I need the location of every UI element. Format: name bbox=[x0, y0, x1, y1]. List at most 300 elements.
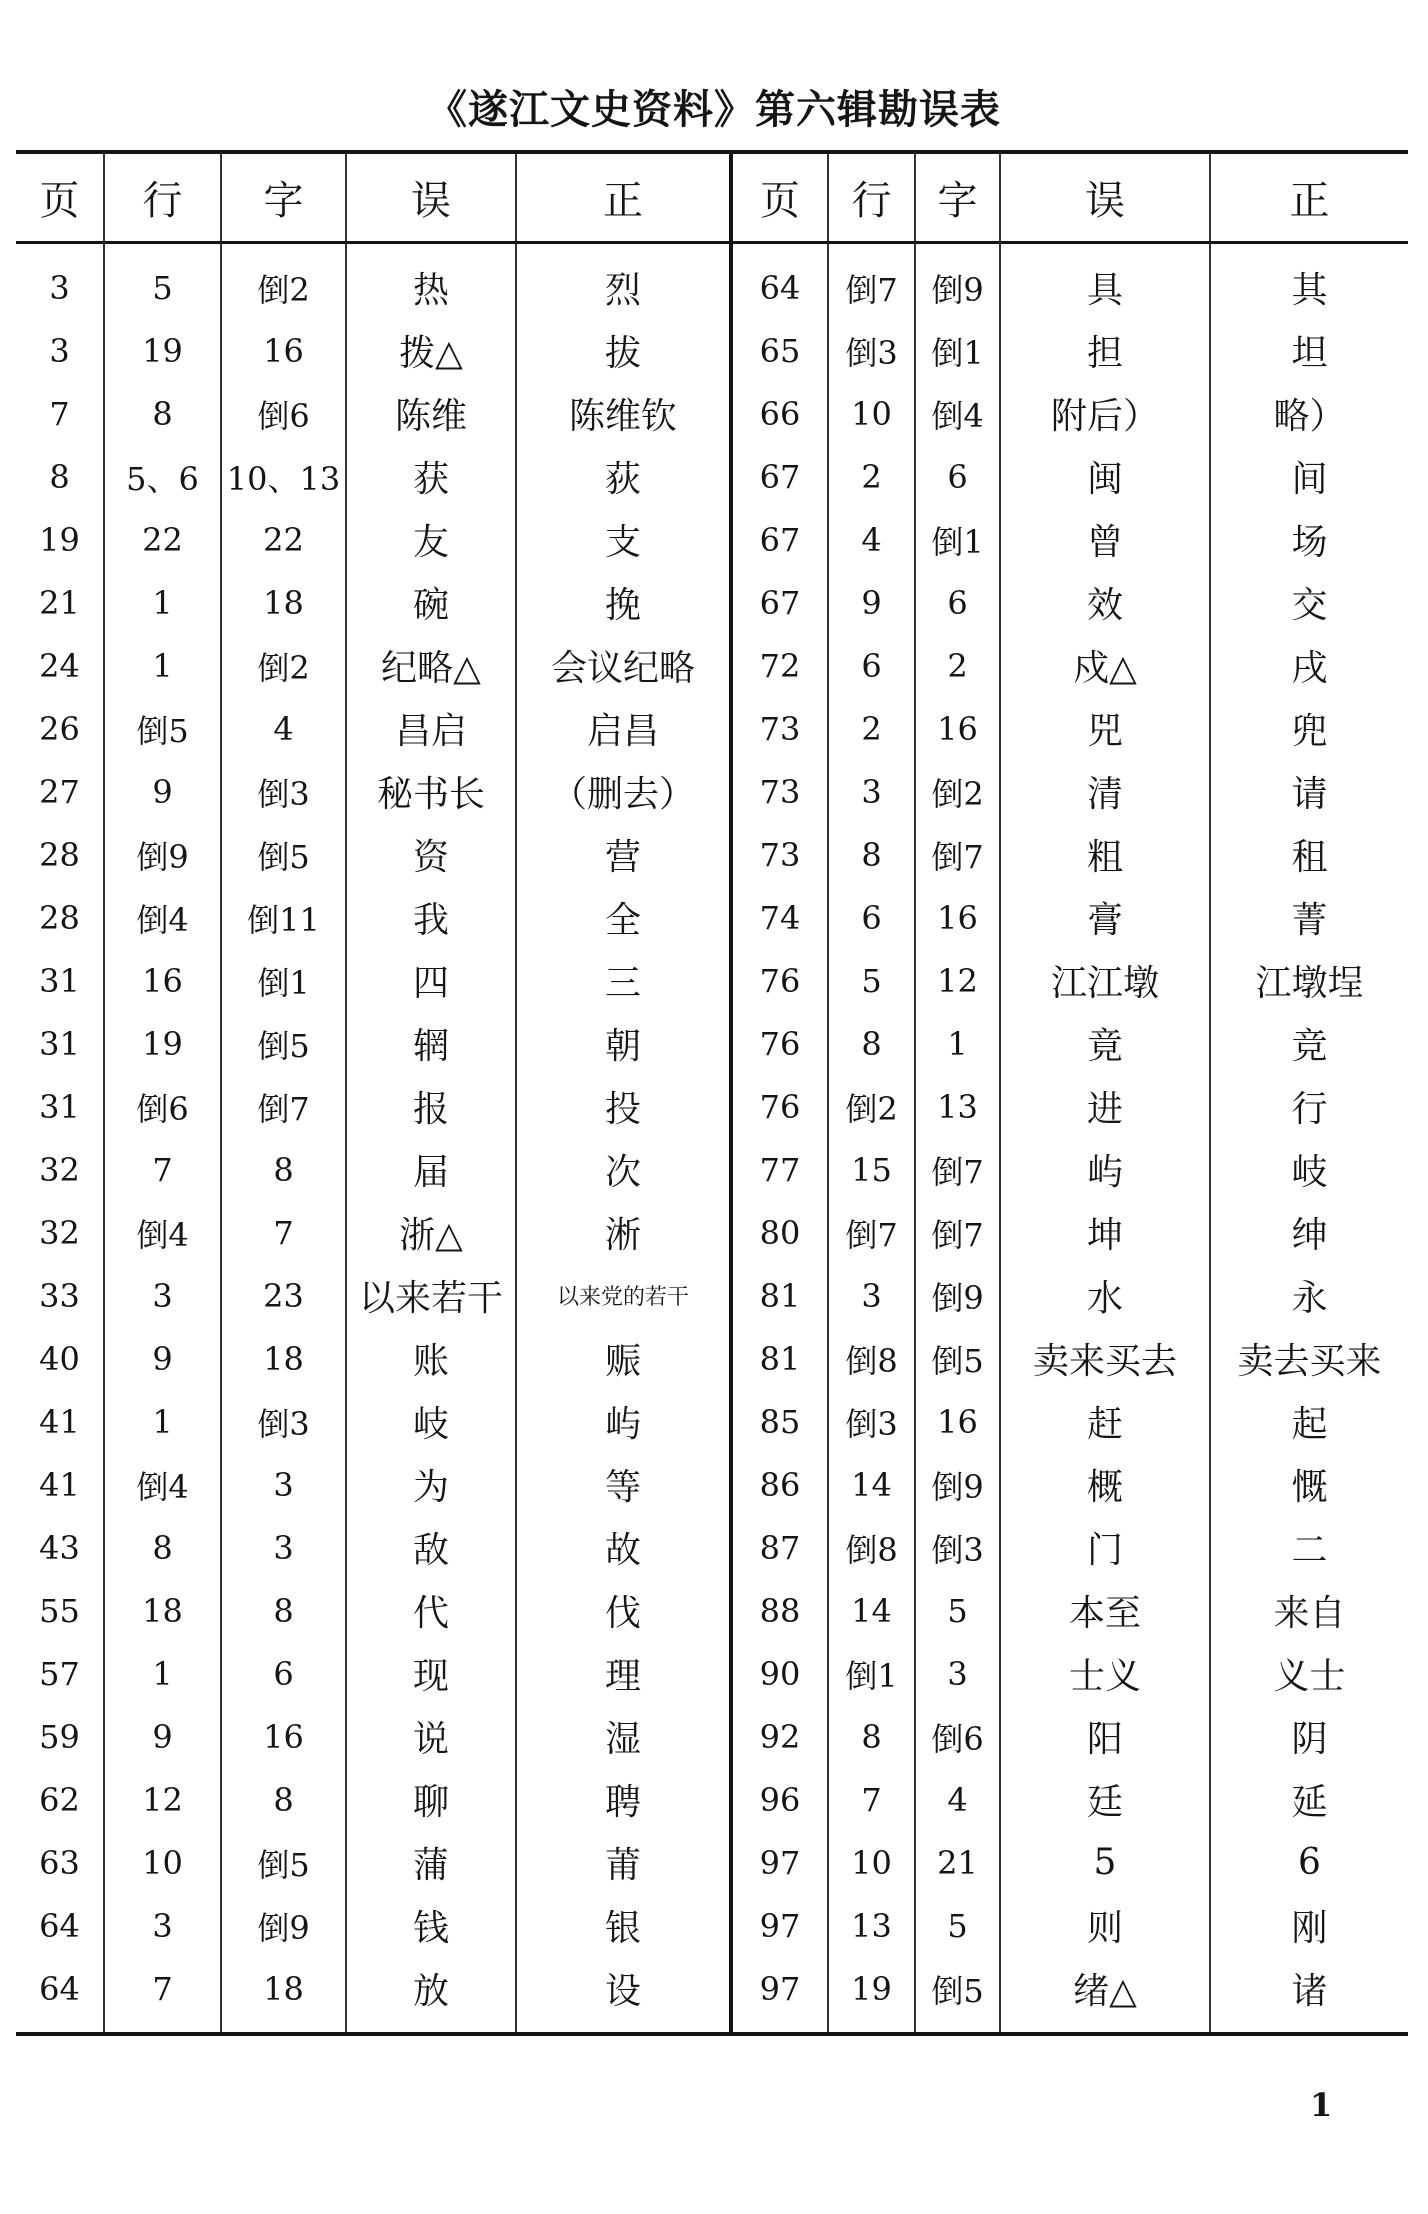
left-error-cell: 现 bbox=[346, 1642, 516, 1705]
right-char-cell: 倒1 bbox=[915, 319, 1000, 382]
right-page-cell: 77 bbox=[731, 1138, 828, 1201]
right-line-cell: 3 bbox=[828, 1264, 915, 1327]
left-line-cell: 5 bbox=[104, 256, 221, 319]
left-correct-cell: 会议纪略 bbox=[516, 634, 731, 697]
left-line-cell: 19 bbox=[104, 1012, 221, 1075]
left-line-cell: 倒4 bbox=[104, 1453, 221, 1516]
right-correct-cell: 卖去买来 bbox=[1210, 1327, 1408, 1390]
right-correct-cell: 义士 bbox=[1210, 1642, 1408, 1705]
right-page-cell: 67 bbox=[731, 508, 828, 571]
right-char-cell: 倒9 bbox=[915, 256, 1000, 319]
right-char-cell: 16 bbox=[915, 1390, 1000, 1453]
left-line-cell: 7 bbox=[104, 1138, 221, 1201]
table-row bbox=[16, 760, 1408, 823]
right-char-cell: 5 bbox=[915, 1894, 1000, 1957]
left-char-cell: 3 bbox=[221, 1453, 346, 1516]
right-page-cell: 87 bbox=[731, 1516, 828, 1579]
left-line-cell: 9 bbox=[104, 1327, 221, 1390]
right-page-cell: 81 bbox=[731, 1264, 828, 1327]
header-correct-left: 正 bbox=[516, 152, 731, 243]
table-row bbox=[16, 634, 1408, 697]
left-correct-cell: 屿 bbox=[516, 1390, 731, 1453]
left-page-cell: 28 bbox=[39, 898, 80, 937]
page-title: 《遂江文史资料》第六辑勘误表 bbox=[427, 87, 1001, 133]
left-line-cell: 9 bbox=[104, 760, 221, 823]
left-page-cell: 63 bbox=[39, 1843, 80, 1882]
right-error-cell: 士义 bbox=[1000, 1642, 1210, 1705]
right-correct-cell: 兜 bbox=[1210, 697, 1408, 760]
left-page-cell: 40 bbox=[39, 1339, 80, 1378]
left-correct-cell: 故 bbox=[516, 1516, 731, 1579]
right-char-cell: 6 bbox=[915, 445, 1000, 508]
left-error-cell: 昌启 bbox=[346, 697, 516, 760]
left-error-cell: 岐 bbox=[346, 1390, 516, 1453]
left-correct-cell: 伐 bbox=[516, 1579, 731, 1642]
table-row bbox=[16, 1894, 1408, 1957]
left-error-cell: 我 bbox=[346, 886, 516, 949]
left-line-cell: 7 bbox=[104, 1957, 221, 2020]
right-correct-cell: 6 bbox=[1210, 1831, 1408, 1894]
right-page-cell: 86 bbox=[731, 1453, 828, 1516]
left-line-cell: 8 bbox=[104, 1516, 221, 1579]
right-line-cell: 8 bbox=[828, 823, 915, 886]
left-line-cell: 22 bbox=[104, 508, 221, 571]
left-page-cell: 41 bbox=[39, 1465, 80, 1504]
page-number: 1 bbox=[1310, 2086, 1333, 2124]
right-page-cell: 76 bbox=[731, 1075, 828, 1138]
right-char-cell: 倒1 bbox=[915, 508, 1000, 571]
table-row bbox=[16, 1390, 1408, 1453]
table-row bbox=[16, 1957, 1408, 2020]
right-error-cell: 江江墩 bbox=[1000, 949, 1210, 1012]
right-correct-cell: 戌 bbox=[1210, 634, 1408, 697]
right-error-cell: 绪△ bbox=[1000, 1957, 1210, 2020]
right-page-cell: 97 bbox=[731, 1894, 828, 1957]
right-page-cell: 97 bbox=[731, 1831, 828, 1894]
right-error-cell: 曾 bbox=[1000, 508, 1210, 571]
right-line-cell: 15 bbox=[828, 1138, 915, 1201]
right-char-cell: 16 bbox=[915, 697, 1000, 760]
right-error-cell: 闽 bbox=[1000, 445, 1210, 508]
right-error-cell: 担 bbox=[1000, 319, 1210, 382]
right-correct-cell: 延 bbox=[1210, 1768, 1408, 1831]
right-char-cell: 3 bbox=[915, 1642, 1000, 1705]
left-char-cell: 6 bbox=[221, 1642, 346, 1705]
left-error-cell: 陈维 bbox=[346, 382, 516, 445]
header-error-left: 误 bbox=[346, 152, 516, 243]
left-error-cell: 账 bbox=[346, 1327, 516, 1390]
right-page-cell: 97 bbox=[731, 1957, 828, 2020]
right-char-cell: 倒9 bbox=[915, 1264, 1000, 1327]
right-page-cell: 74 bbox=[731, 886, 828, 949]
table-row bbox=[16, 256, 1408, 319]
left-page-cell: 59 bbox=[39, 1717, 80, 1756]
left-page-cell: 7 bbox=[49, 394, 70, 433]
left-char-cell: 18 bbox=[221, 1957, 346, 2020]
right-correct-cell: 交 bbox=[1210, 571, 1408, 634]
right-line-cell: 19 bbox=[828, 1957, 915, 2020]
right-line-cell: 13 bbox=[828, 1894, 915, 1957]
right-correct-cell: 慨 bbox=[1210, 1453, 1408, 1516]
table-row bbox=[16, 1516, 1408, 1579]
right-line-cell: 倒8 bbox=[828, 1516, 915, 1579]
table-row bbox=[16, 1768, 1408, 1831]
left-correct-cell: 朝 bbox=[516, 1012, 731, 1075]
right-error-cell: 屿 bbox=[1000, 1138, 1210, 1201]
right-correct-cell: 永 bbox=[1210, 1264, 1408, 1327]
right-page-cell: 73 bbox=[731, 697, 828, 760]
left-correct-cell: 拔 bbox=[516, 319, 731, 382]
left-error-cell: 为 bbox=[346, 1453, 516, 1516]
left-line-cell: 倒9 bbox=[104, 823, 221, 886]
left-correct-cell: 挽 bbox=[516, 571, 731, 634]
right-page-cell: 67 bbox=[731, 445, 828, 508]
left-page-cell: 62 bbox=[39, 1780, 80, 1819]
left-correct-cell: （删去） bbox=[516, 760, 731, 823]
right-correct-cell: 竞 bbox=[1210, 1012, 1408, 1075]
left-char-cell: 22 bbox=[221, 508, 346, 571]
right-line-cell: 6 bbox=[828, 886, 915, 949]
left-error-cell: 浙△ bbox=[346, 1201, 516, 1264]
left-page-cell: 28 bbox=[39, 835, 80, 874]
right-char-cell: 4 bbox=[915, 1768, 1000, 1831]
right-line-cell: 2 bbox=[828, 697, 915, 760]
left-char-cell: 8 bbox=[221, 1579, 346, 1642]
left-correct-cell: 莆 bbox=[516, 1831, 731, 1894]
table-row bbox=[16, 823, 1408, 886]
left-char-cell: 16 bbox=[221, 1705, 346, 1768]
left-correct-cell: 支 bbox=[516, 508, 731, 571]
left-char-cell: 18 bbox=[221, 571, 346, 634]
right-char-cell: 倒7 bbox=[915, 1201, 1000, 1264]
right-correct-cell: 刚 bbox=[1210, 1894, 1408, 1957]
right-correct-cell: 坦 bbox=[1210, 319, 1408, 382]
left-char-cell: 倒6 bbox=[221, 382, 346, 445]
left-line-cell: 18 bbox=[104, 1579, 221, 1642]
right-char-cell: 倒5 bbox=[915, 1327, 1000, 1390]
left-correct-cell: 设 bbox=[516, 1957, 731, 2020]
right-error-cell: 竟 bbox=[1000, 1012, 1210, 1075]
right-error-cell: 清 bbox=[1000, 760, 1210, 823]
right-line-cell: 倒8 bbox=[828, 1327, 915, 1390]
right-error-cell: 戍△ bbox=[1000, 634, 1210, 697]
left-page-cell: 26 bbox=[39, 709, 80, 748]
right-char-cell: 5 bbox=[915, 1579, 1000, 1642]
left-char-cell: 23 bbox=[221, 1264, 346, 1327]
left-correct-cell: 理 bbox=[516, 1642, 731, 1705]
left-char-cell: 倒5 bbox=[221, 823, 346, 886]
right-error-cell: 廷 bbox=[1000, 1768, 1210, 1831]
right-page-cell: 67 bbox=[731, 571, 828, 634]
right-char-cell: 倒5 bbox=[915, 1957, 1000, 2020]
right-line-cell: 3 bbox=[828, 760, 915, 823]
right-correct-cell: 租 bbox=[1210, 823, 1408, 886]
left-page-cell: 55 bbox=[39, 1591, 80, 1630]
right-error-cell: 赶 bbox=[1000, 1390, 1210, 1453]
table-row bbox=[16, 949, 1408, 1012]
right-char-cell: 倒7 bbox=[915, 823, 1000, 886]
header-error-right: 误 bbox=[1000, 152, 1210, 243]
left-page-cell: 32 bbox=[39, 1213, 80, 1252]
header-correct-right: 正 bbox=[1210, 152, 1408, 243]
left-error-cell: 秘书长 bbox=[346, 760, 516, 823]
left-correct-cell: 全 bbox=[516, 886, 731, 949]
right-line-cell: 14 bbox=[828, 1579, 915, 1642]
table-row bbox=[16, 1327, 1408, 1390]
right-error-cell: 兕 bbox=[1000, 697, 1210, 760]
left-line-cell: 1 bbox=[104, 1390, 221, 1453]
right-page-cell: 76 bbox=[731, 949, 828, 1012]
table-row bbox=[16, 1075, 1408, 1138]
right-page-cell: 64 bbox=[731, 256, 828, 319]
left-page-cell: 43 bbox=[39, 1528, 80, 1567]
table-row bbox=[16, 1453, 1408, 1516]
right-correct-cell: 行 bbox=[1210, 1075, 1408, 1138]
left-correct-cell: 淅 bbox=[516, 1201, 731, 1264]
left-error-cell: 资 bbox=[346, 823, 516, 886]
left-char-cell: 10、13 bbox=[221, 445, 346, 508]
left-correct-cell: 荻 bbox=[516, 445, 731, 508]
left-page-cell: 41 bbox=[39, 1402, 80, 1441]
right-line-cell: 倒3 bbox=[828, 1390, 915, 1453]
right-correct-cell: 起 bbox=[1210, 1390, 1408, 1453]
left-page-cell: 27 bbox=[39, 772, 80, 811]
right-line-cell: 8 bbox=[828, 1012, 915, 1075]
left-correct-cell: 赈 bbox=[516, 1327, 731, 1390]
right-line-cell: 6 bbox=[828, 634, 915, 697]
right-correct-cell: 岐 bbox=[1210, 1138, 1408, 1201]
left-char-cell: 倒2 bbox=[221, 256, 346, 319]
right-char-cell: 倒9 bbox=[915, 1453, 1000, 1516]
left-line-cell: 16 bbox=[104, 949, 221, 1012]
left-page-cell: 31 bbox=[39, 1024, 80, 1063]
right-line-cell: 2 bbox=[828, 445, 915, 508]
right-correct-cell: 略） bbox=[1210, 382, 1408, 445]
right-correct-cell: 请 bbox=[1210, 760, 1408, 823]
left-page-cell: 3 bbox=[49, 331, 70, 370]
left-page-cell: 33 bbox=[39, 1276, 80, 1315]
left-correct-cell: 聘 bbox=[516, 1768, 731, 1831]
right-correct-cell: 场 bbox=[1210, 508, 1408, 571]
left-char-cell: 18 bbox=[221, 1327, 346, 1390]
right-line-cell: 倒7 bbox=[828, 256, 915, 319]
left-error-cell: 届 bbox=[346, 1138, 516, 1201]
left-page-cell: 24 bbox=[39, 646, 80, 685]
left-error-cell: 蒲 bbox=[346, 1831, 516, 1894]
header-line-right: 行 bbox=[828, 152, 915, 243]
left-line-cell: 9 bbox=[104, 1705, 221, 1768]
right-error-cell: 本至 bbox=[1000, 1579, 1210, 1642]
right-error-cell: 膏 bbox=[1000, 886, 1210, 949]
right-page-cell: 96 bbox=[731, 1768, 828, 1831]
right-line-cell: 8 bbox=[828, 1705, 915, 1768]
right-page-cell: 85 bbox=[731, 1390, 828, 1453]
right-page-cell: 90 bbox=[731, 1642, 828, 1705]
right-line-cell: 14 bbox=[828, 1453, 915, 1516]
right-page-cell: 72 bbox=[731, 634, 828, 697]
left-page-cell: 31 bbox=[39, 1087, 80, 1126]
table-row bbox=[16, 1579, 1408, 1642]
left-line-cell: 3 bbox=[104, 1894, 221, 1957]
left-error-cell: 热 bbox=[346, 256, 516, 319]
right-error-cell: 具 bbox=[1000, 256, 1210, 319]
right-error-cell: 概 bbox=[1000, 1453, 1210, 1516]
right-correct-cell: 绅 bbox=[1210, 1201, 1408, 1264]
right-char-cell: 倒6 bbox=[915, 1705, 1000, 1768]
right-line-cell: 7 bbox=[828, 1768, 915, 1831]
left-error-cell: 放 bbox=[346, 1957, 516, 2020]
left-page-cell: 19 bbox=[39, 520, 80, 559]
left-error-cell: 钱 bbox=[346, 1894, 516, 1957]
left-char-cell: 16 bbox=[221, 319, 346, 382]
table-row bbox=[16, 886, 1408, 949]
right-error-cell: 卖来买去 bbox=[1000, 1327, 1210, 1390]
right-char-cell: 21 bbox=[915, 1831, 1000, 1894]
left-page-cell: 64 bbox=[39, 1969, 80, 2008]
left-page-cell: 57 bbox=[39, 1654, 80, 1693]
left-line-cell: 10 bbox=[104, 1831, 221, 1894]
right-line-cell: 倒7 bbox=[828, 1201, 915, 1264]
right-error-cell: 门 bbox=[1000, 1516, 1210, 1579]
right-error-cell: 坤 bbox=[1000, 1201, 1210, 1264]
left-page-cell: 32 bbox=[39, 1150, 80, 1189]
left-line-cell: 3 bbox=[104, 1264, 221, 1327]
left-error-cell: 以来若干 bbox=[346, 1264, 516, 1327]
table-row bbox=[16, 508, 1408, 571]
left-char-cell: 倒5 bbox=[221, 1831, 346, 1894]
left-char-cell: 3 bbox=[221, 1516, 346, 1579]
right-page-cell: 80 bbox=[731, 1201, 828, 1264]
right-line-cell: 4 bbox=[828, 508, 915, 571]
left-error-cell: 四 bbox=[346, 949, 516, 1012]
right-error-cell: 水 bbox=[1000, 1264, 1210, 1327]
right-page-cell: 76 bbox=[731, 1012, 828, 1075]
left-correct-cell: 营 bbox=[516, 823, 731, 886]
right-char-cell: 1 bbox=[915, 1012, 1000, 1075]
right-char-cell: 倒2 bbox=[915, 760, 1000, 823]
header-page-right: 页 bbox=[731, 152, 828, 243]
left-error-cell: 聊 bbox=[346, 1768, 516, 1831]
left-error-cell: 友 bbox=[346, 508, 516, 571]
left-char-cell: 倒1 bbox=[221, 949, 346, 1012]
right-line-cell: 倒2 bbox=[828, 1075, 915, 1138]
errata-table bbox=[16, 150, 1408, 2036]
left-line-cell: 1 bbox=[104, 1642, 221, 1705]
right-correct-cell: 诸 bbox=[1210, 1957, 1408, 2020]
left-error-cell: 代 bbox=[346, 1579, 516, 1642]
right-page-cell: 73 bbox=[731, 823, 828, 886]
left-error-cell: 获 bbox=[346, 445, 516, 508]
left-page-cell: 31 bbox=[39, 961, 80, 1000]
right-page-cell: 92 bbox=[731, 1705, 828, 1768]
right-correct-cell: 阴 bbox=[1210, 1705, 1408, 1768]
right-char-cell: 倒4 bbox=[915, 382, 1000, 445]
left-line-cell: 1 bbox=[104, 571, 221, 634]
right-correct-cell: 其 bbox=[1210, 256, 1408, 319]
left-page-cell: 3 bbox=[49, 268, 70, 307]
left-page-cell: 8 bbox=[49, 457, 70, 496]
left-char-cell: 倒2 bbox=[221, 634, 346, 697]
left-error-cell: 碗 bbox=[346, 571, 516, 634]
right-error-cell: 效 bbox=[1000, 571, 1210, 634]
right-line-cell: 10 bbox=[828, 1831, 915, 1894]
right-error-cell: 进 bbox=[1000, 1075, 1210, 1138]
right-char-cell: 倒3 bbox=[915, 1516, 1000, 1579]
right-line-cell: 9 bbox=[828, 571, 915, 634]
right-error-cell: 阳 bbox=[1000, 1705, 1210, 1768]
left-char-cell: 倒3 bbox=[221, 1390, 346, 1453]
right-line-cell: 10 bbox=[828, 382, 915, 445]
left-page-cell: 64 bbox=[39, 1906, 80, 1945]
left-correct-cell: 以来党的若干 bbox=[516, 1264, 731, 1327]
left-correct-cell: 湿 bbox=[516, 1705, 731, 1768]
left-line-cell: 19 bbox=[104, 319, 221, 382]
left-correct-cell: 银 bbox=[516, 1894, 731, 1957]
right-page-cell: 66 bbox=[731, 382, 828, 445]
left-correct-cell: 次 bbox=[516, 1138, 731, 1201]
right-page-cell: 81 bbox=[731, 1327, 828, 1390]
table-row bbox=[16, 571, 1408, 634]
table-row bbox=[16, 445, 1408, 508]
left-char-cell: 4 bbox=[221, 697, 346, 760]
left-char-cell: 倒11 bbox=[221, 886, 346, 949]
right-char-cell: 16 bbox=[915, 886, 1000, 949]
left-char-cell: 8 bbox=[221, 1138, 346, 1201]
table-row bbox=[16, 1012, 1408, 1075]
left-line-cell: 8 bbox=[104, 382, 221, 445]
left-line-cell: 倒6 bbox=[104, 1075, 221, 1138]
right-error-cell: 5 bbox=[1000, 1831, 1210, 1894]
right-correct-cell: 菁 bbox=[1210, 886, 1408, 949]
right-line-cell: 倒3 bbox=[828, 319, 915, 382]
left-correct-cell: 烈 bbox=[516, 256, 731, 319]
left-error-cell: 纪略△ bbox=[346, 634, 516, 697]
table-header-row bbox=[16, 152, 1408, 243]
right-correct-cell: 来自 bbox=[1210, 1579, 1408, 1642]
table-row bbox=[16, 1642, 1408, 1705]
table-row bbox=[16, 1201, 1408, 1264]
header-page-left: 页 bbox=[16, 152, 104, 243]
table-row bbox=[16, 1831, 1408, 1894]
left-page-cell: 21 bbox=[39, 583, 80, 622]
left-correct-cell: 投 bbox=[516, 1075, 731, 1138]
left-line-cell: 倒5 bbox=[104, 697, 221, 760]
left-correct-cell: 启昌 bbox=[516, 697, 731, 760]
left-line-cell: 倒4 bbox=[104, 1201, 221, 1264]
right-error-cell: 粗 bbox=[1000, 823, 1210, 886]
right-char-cell: 13 bbox=[915, 1075, 1000, 1138]
left-error-cell: 拨△ bbox=[346, 319, 516, 382]
left-line-cell: 1 bbox=[104, 634, 221, 697]
left-error-cell: 敌 bbox=[346, 1516, 516, 1579]
table-row bbox=[16, 697, 1408, 760]
left-correct-cell: 三 bbox=[516, 949, 731, 1012]
right-char-cell: 2 bbox=[915, 634, 1000, 697]
right-page-cell: 65 bbox=[731, 319, 828, 382]
left-char-cell: 7 bbox=[221, 1201, 346, 1264]
table-row bbox=[16, 319, 1408, 382]
left-line-cell: 5、6 bbox=[104, 445, 221, 508]
header-line-left: 行 bbox=[104, 152, 221, 243]
left-error-cell: 说 bbox=[346, 1705, 516, 1768]
left-char-cell: 8 bbox=[221, 1768, 346, 1831]
left-char-cell: 倒3 bbox=[221, 760, 346, 823]
right-char-cell: 6 bbox=[915, 571, 1000, 634]
right-correct-cell: 二 bbox=[1210, 1516, 1408, 1579]
left-line-cell: 倒4 bbox=[104, 886, 221, 949]
right-char-cell: 12 bbox=[915, 949, 1000, 1012]
right-error-cell: 则 bbox=[1000, 1894, 1210, 1957]
